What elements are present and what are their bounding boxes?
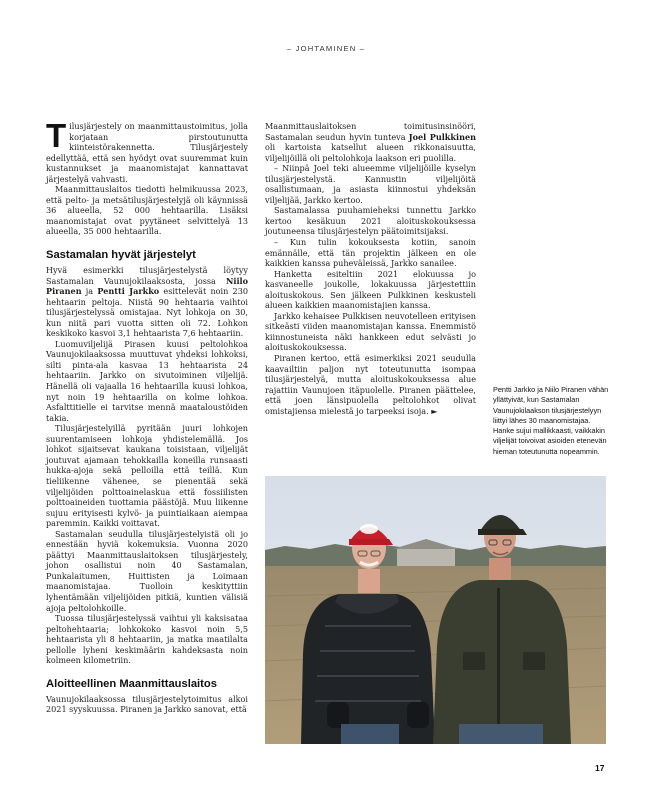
drop-cap: T xyxy=(46,117,67,154)
paragraph: Hyvä esimerkki tilusjärjestelystä löytyy Sastamalan Vaunujokilaaksosta, jossa Niilo Piranen ja Pentti Jarkko esittelevät noin 230 hehtaarin peltoja. Niistä 90 hehtaaria vaihtoi tilusjärjestelyssä omistajaa. Nyt lohkoja on 30, kun niitä pari vuotta sitten oli 72. Lohkon keskikoko kasvoi 3,1 hehtaarista 7,6 hehtaariin. xyxy=(46,265,248,339)
page-number: 17 xyxy=(595,763,605,773)
subheading: Sastamalan hyvät järjestelyt xyxy=(46,249,196,262)
paragraph: – Niinpä Joel teki alueemme viljelijöille kyselyn tilusjärjestelystä. Kannustin viljelijöitä osallistumaan, ja asiasta kiinnostui yhdeksän viljelijää, Jarkko kertoo. xyxy=(265,163,476,205)
photo-caption: Pentti Jarkko ja Niilo Piranen vähän yllättyivät, kun Sastamalan Vaunujokilaakson tilusjärjestelyyn liittyi lähes 30 maanomistajaa. Hanke sujui mallikkaasti, vaikkakin viljelijät toivoivat asioiden etenevän hieman toteutunutta nopeammin. xyxy=(493,385,609,456)
paragraph: Tilusjärjestelyillä pyritään juuri lohkojen suurentamiseen lohkoja yhdistelemällä. Jos lohkot sijaitsevat kaukana toisistaan, viljelijät joutuvat ajamaan tehokkailla koneilla runsaasti hukka-ajoja sekä pelloilla että teillä. Kun tieliikenne vähenee, se pienentää sekä viljelijöiden polttoainelaskua että fossiilisten polttoaineiden tuottamia päästöjä. Muu liikenne sujuu erityisesti kylvö- ja puintiaikaan aiempaa paremmin. Kaikki voittavat. xyxy=(46,423,248,529)
paragraph: Piranen kertoo, että esimerkiksi 2021 seudulla kaavailtiin paljon nyt toteutunutta isompaa tilusjärjestelyä, mutta aloituskokouksessa alue rajattiin Vaunujoen itäpuolelle. Piranen päättelee, että joen länsipuolella peltolohkot olivat omistajiensa mielestä jo tarpeeksi isoja. ► xyxy=(265,353,476,416)
left-column xyxy=(46,117,248,715)
paragraph: – Kun tulin kokouksesta kotiin, sanoin emännälle, että tän projektin jälkeen en ole kaikkien kanssa puheväleissä, Jarkko sanailee. xyxy=(265,237,476,269)
paragraph: Luomuviljelijä Pirasen kuusi peltolohkoa Vaunujokilaaksossa muuttuvat yhdeksi lohkoksi, silti pinta-ala kasvaa 13 hehtaarista 24 hehtaariin. Jarkko on sivutoiminen viljelijä. Hänellä oli vajaalla 16 hehtaarilla kuusi lohkoa, nyt noin 19 hehtaarilla on kolme lohkoa. Asfalttitielle ei tarvitse mennä maataloustöiden takia. xyxy=(46,338,248,423)
paragraph: Tilusjärjestely on maanmittaustoimitus, jolla korjataan pirstoutunutta kiinteistörakennetta. Tilusjärjestely edellyttää, että sen hyödyt ovat suuremmat kuin kustannukset ja maanomistajat kannattavat järjestelyä vahvasti. xyxy=(46,117,248,184)
person-name: Joel Pulkkinen xyxy=(408,131,477,142)
person-name: Pentti Jarkko xyxy=(97,286,160,297)
paragraph: Sastamalan seudulla tilusjärjestelyistä oli jo ennestään hyviä kokemuksia. Vuonna 2020 päättyi Maanmittauslaitoksen tilusjärjestely, johon osallistui noin 40 Sastamalan, Punkalaitumen, Huittisten ja Loimaan maanomistajaa. Tuolloin keskityttiin lyhentämään viljelijöiden pitkiä, kuntien välisiä ajoja peltolohkoille. xyxy=(46,528,248,613)
middle-column xyxy=(265,121,476,416)
end-mark-icon: ► xyxy=(431,405,438,416)
paragraph: Maanmittauslaitoksen toimitusinsinööri, Sastamalan seudun hyvin tunteva Joel Pulkkinen oli kartoista katsellut alueen rikkonaisuutta, viljelijöillä oli peltolohkoja laakson eri puolilla. xyxy=(265,121,477,163)
paragraph: Vaunujokilaaksossa tilusjärjestelytoimitus alkoi 2021 syyskuussa. Piranen ja Jarkko sanovat, että xyxy=(46,693,248,715)
paragraph: Tuossa tilusjärjestelyssä vaihtui yli kaksisataa peltohehtaaria; lohkokoko kasvoi noin 5,5 hehtaarista yli 8 hehtaariin, ja matka maatilalta pellolle lyheni keskimäärin kahdeksasta noin kolmeen kilometriin. xyxy=(46,613,248,666)
paragraph: Sastamalassa puuhamieheksi tunnettu Jarkko kertoo kesäkuun 2021 aloituskokouksessa joutuneensa tilusjärjestelyn päätoimitsijaksi. xyxy=(265,205,476,237)
section-kicker: – JOHTAMINEN – xyxy=(286,44,366,53)
paragraph: Hanketta esiteltiin 2021 elokuussa jo kasvaneelle joukolle, lokakuussa järjestettiin aloituskokous. Sen jälkeen Pulkkinen keskusteli alueen kaikkien maanomistajien kanssa. xyxy=(265,268,476,311)
paragraph: Maanmittauslaitos tiedotti helmikuussa 2023, että pelto- ja metsätilusjärjestelyjä oli käynnissä 36 alueella, 52 000 hehtaarilla. Lisäksi maanomistajat ovat pyytäneet selvittelyä 13 alueella, 35 000 hehtaarilla. xyxy=(46,184,248,237)
person-name: Niilo Piranen xyxy=(46,275,248,297)
portrait-photo xyxy=(265,476,606,744)
paragraph: Jarkko kehaisee Pulkkisen neuvotelleen erityisen sitkeästi viiden maanomistajan kanssa. Enemmistö kiinnostuneista näki hankkeen edut selvästi jo aloituskokouksessa. xyxy=(265,310,476,353)
subheading: Aloitteellinen Maanmittauslaitos xyxy=(46,677,217,690)
